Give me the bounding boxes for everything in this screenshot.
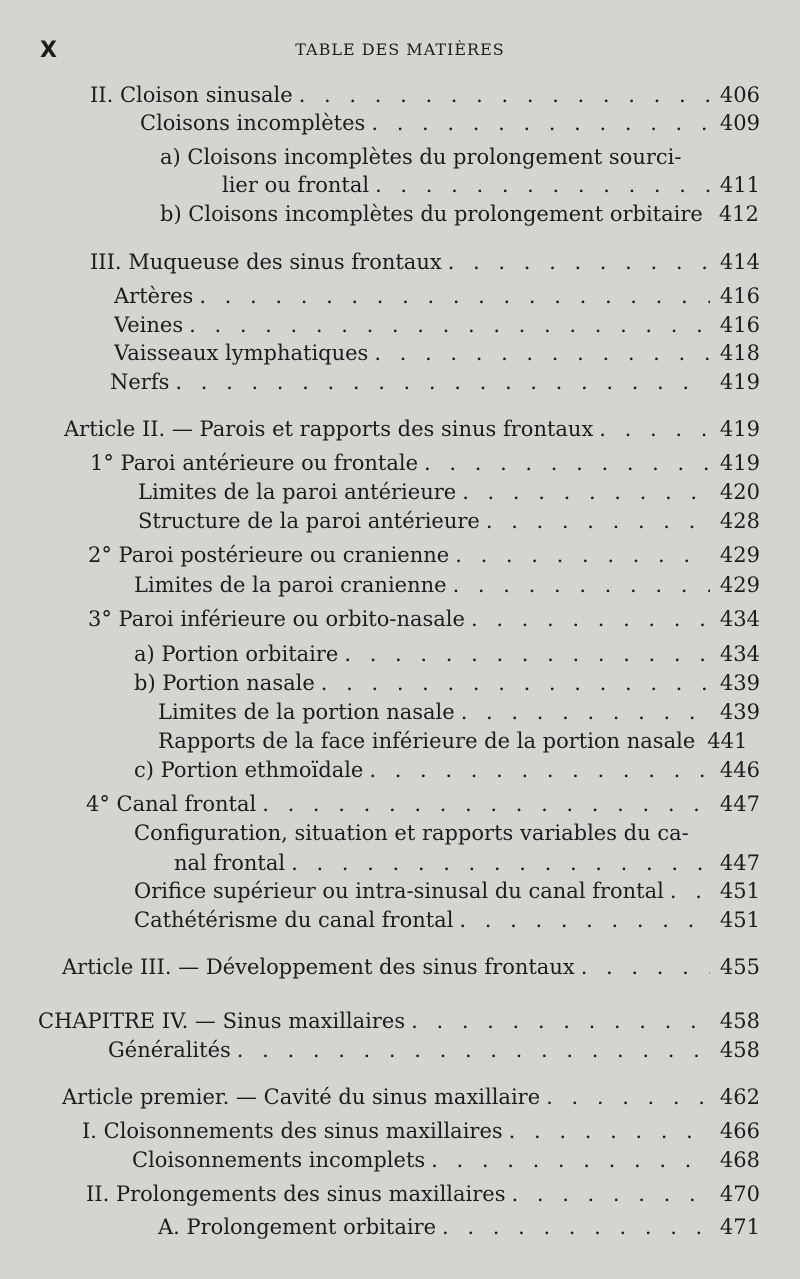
toc-entry: Limites de la portion nasale . . . 439 bbox=[158, 701, 760, 724]
toc-entry: Rapports de la face inférieure de la portion nasale 441 bbox=[158, 730, 748, 753]
toc-entry: A. Prolongement orbitaire . . . 471 bbox=[158, 1216, 760, 1239]
toc-entry: Article III. — Développement des sinus frontaux . . . 455 bbox=[62, 956, 760, 979]
toc-entry: Configuration, situation et rapports variables du ca- bbox=[134, 822, 689, 845]
toc-entry: Cloisonnements incomplets . . . 468 bbox=[132, 1149, 760, 1172]
toc-entry: b) Portion nasale . . . 439 bbox=[134, 672, 760, 695]
toc-entry: Article II. — Parois et rapports des sinus frontaux . . . 419 bbox=[64, 418, 760, 441]
toc-entry: 2° Paroi postérieure ou cranienne . . . 429 bbox=[88, 544, 760, 567]
toc-entry: c) Portion ethmoïdale . . . 446 bbox=[134, 759, 760, 782]
toc-entry: 3° Paroi inférieure ou orbito-nasale . . . 434 bbox=[88, 608, 760, 631]
toc-entry: 1° Paroi antérieure ou frontale . . . 419 bbox=[90, 452, 760, 475]
toc-entry: 4° Canal frontal . . . 447 bbox=[86, 793, 760, 816]
toc-entry: Limites de la paroi cranienne . . . 429 bbox=[134, 574, 760, 597]
toc-entry: II. Cloison sinusale . . . 406 bbox=[90, 84, 760, 107]
toc-entry: Orifice supérieur ou intra-sinusal du canal frontal . . . 451 bbox=[134, 880, 760, 903]
toc-entry: Artères . . . 416 bbox=[114, 285, 760, 308]
toc-entry: Cathétérisme du canal frontal . . . 451 bbox=[134, 909, 760, 932]
toc-entry: nal frontal . . . 447 bbox=[174, 852, 760, 875]
page-number: X bbox=[40, 38, 57, 63]
toc-entry: Nerfs . . . 419 bbox=[110, 371, 760, 394]
toc-entry: Généralités . . . 458 bbox=[108, 1039, 760, 1062]
toc-entry: Cloisons incomplètes . . . 409 bbox=[140, 112, 760, 135]
toc-entry: CHAPITRE IV. — Sinus maxillaires . . . 458 bbox=[38, 1010, 760, 1033]
toc-entry: b) Cloisons incomplètes du prolongement orbitaire 412 bbox=[160, 203, 759, 226]
toc-entry: I. Cloisonnements des sinus maxillaires . . . 466 bbox=[82, 1120, 760, 1143]
toc-entry: Veines . . . 416 bbox=[114, 314, 760, 337]
toc-entry: Limites de la paroi antérieure . . . 420 bbox=[138, 481, 760, 504]
running-title: TABLE DES MATIÈRES bbox=[295, 40, 505, 59]
toc-entry: Article premier. — Cavité du sinus maxillaire . . . 462 bbox=[62, 1086, 760, 1109]
toc-entry: a) Portion orbitaire . . . 434 bbox=[134, 643, 760, 666]
toc-entry: Structure de la paroi antérieure . . . 428 bbox=[138, 510, 760, 533]
toc-entry: lier ou frontal . . . 411 bbox=[222, 174, 760, 197]
toc-entry: a) Cloisons incomplètes du prolongement sourci- bbox=[160, 146, 682, 169]
toc-entry: II. Prolongements des sinus maxillaires . . . 470 bbox=[86, 1183, 760, 1206]
toc-entry: III. Muqueuse des sinus frontaux . . . 414 bbox=[90, 251, 760, 274]
toc-entry: Vaisseaux lymphatiques . . . 418 bbox=[114, 342, 760, 365]
